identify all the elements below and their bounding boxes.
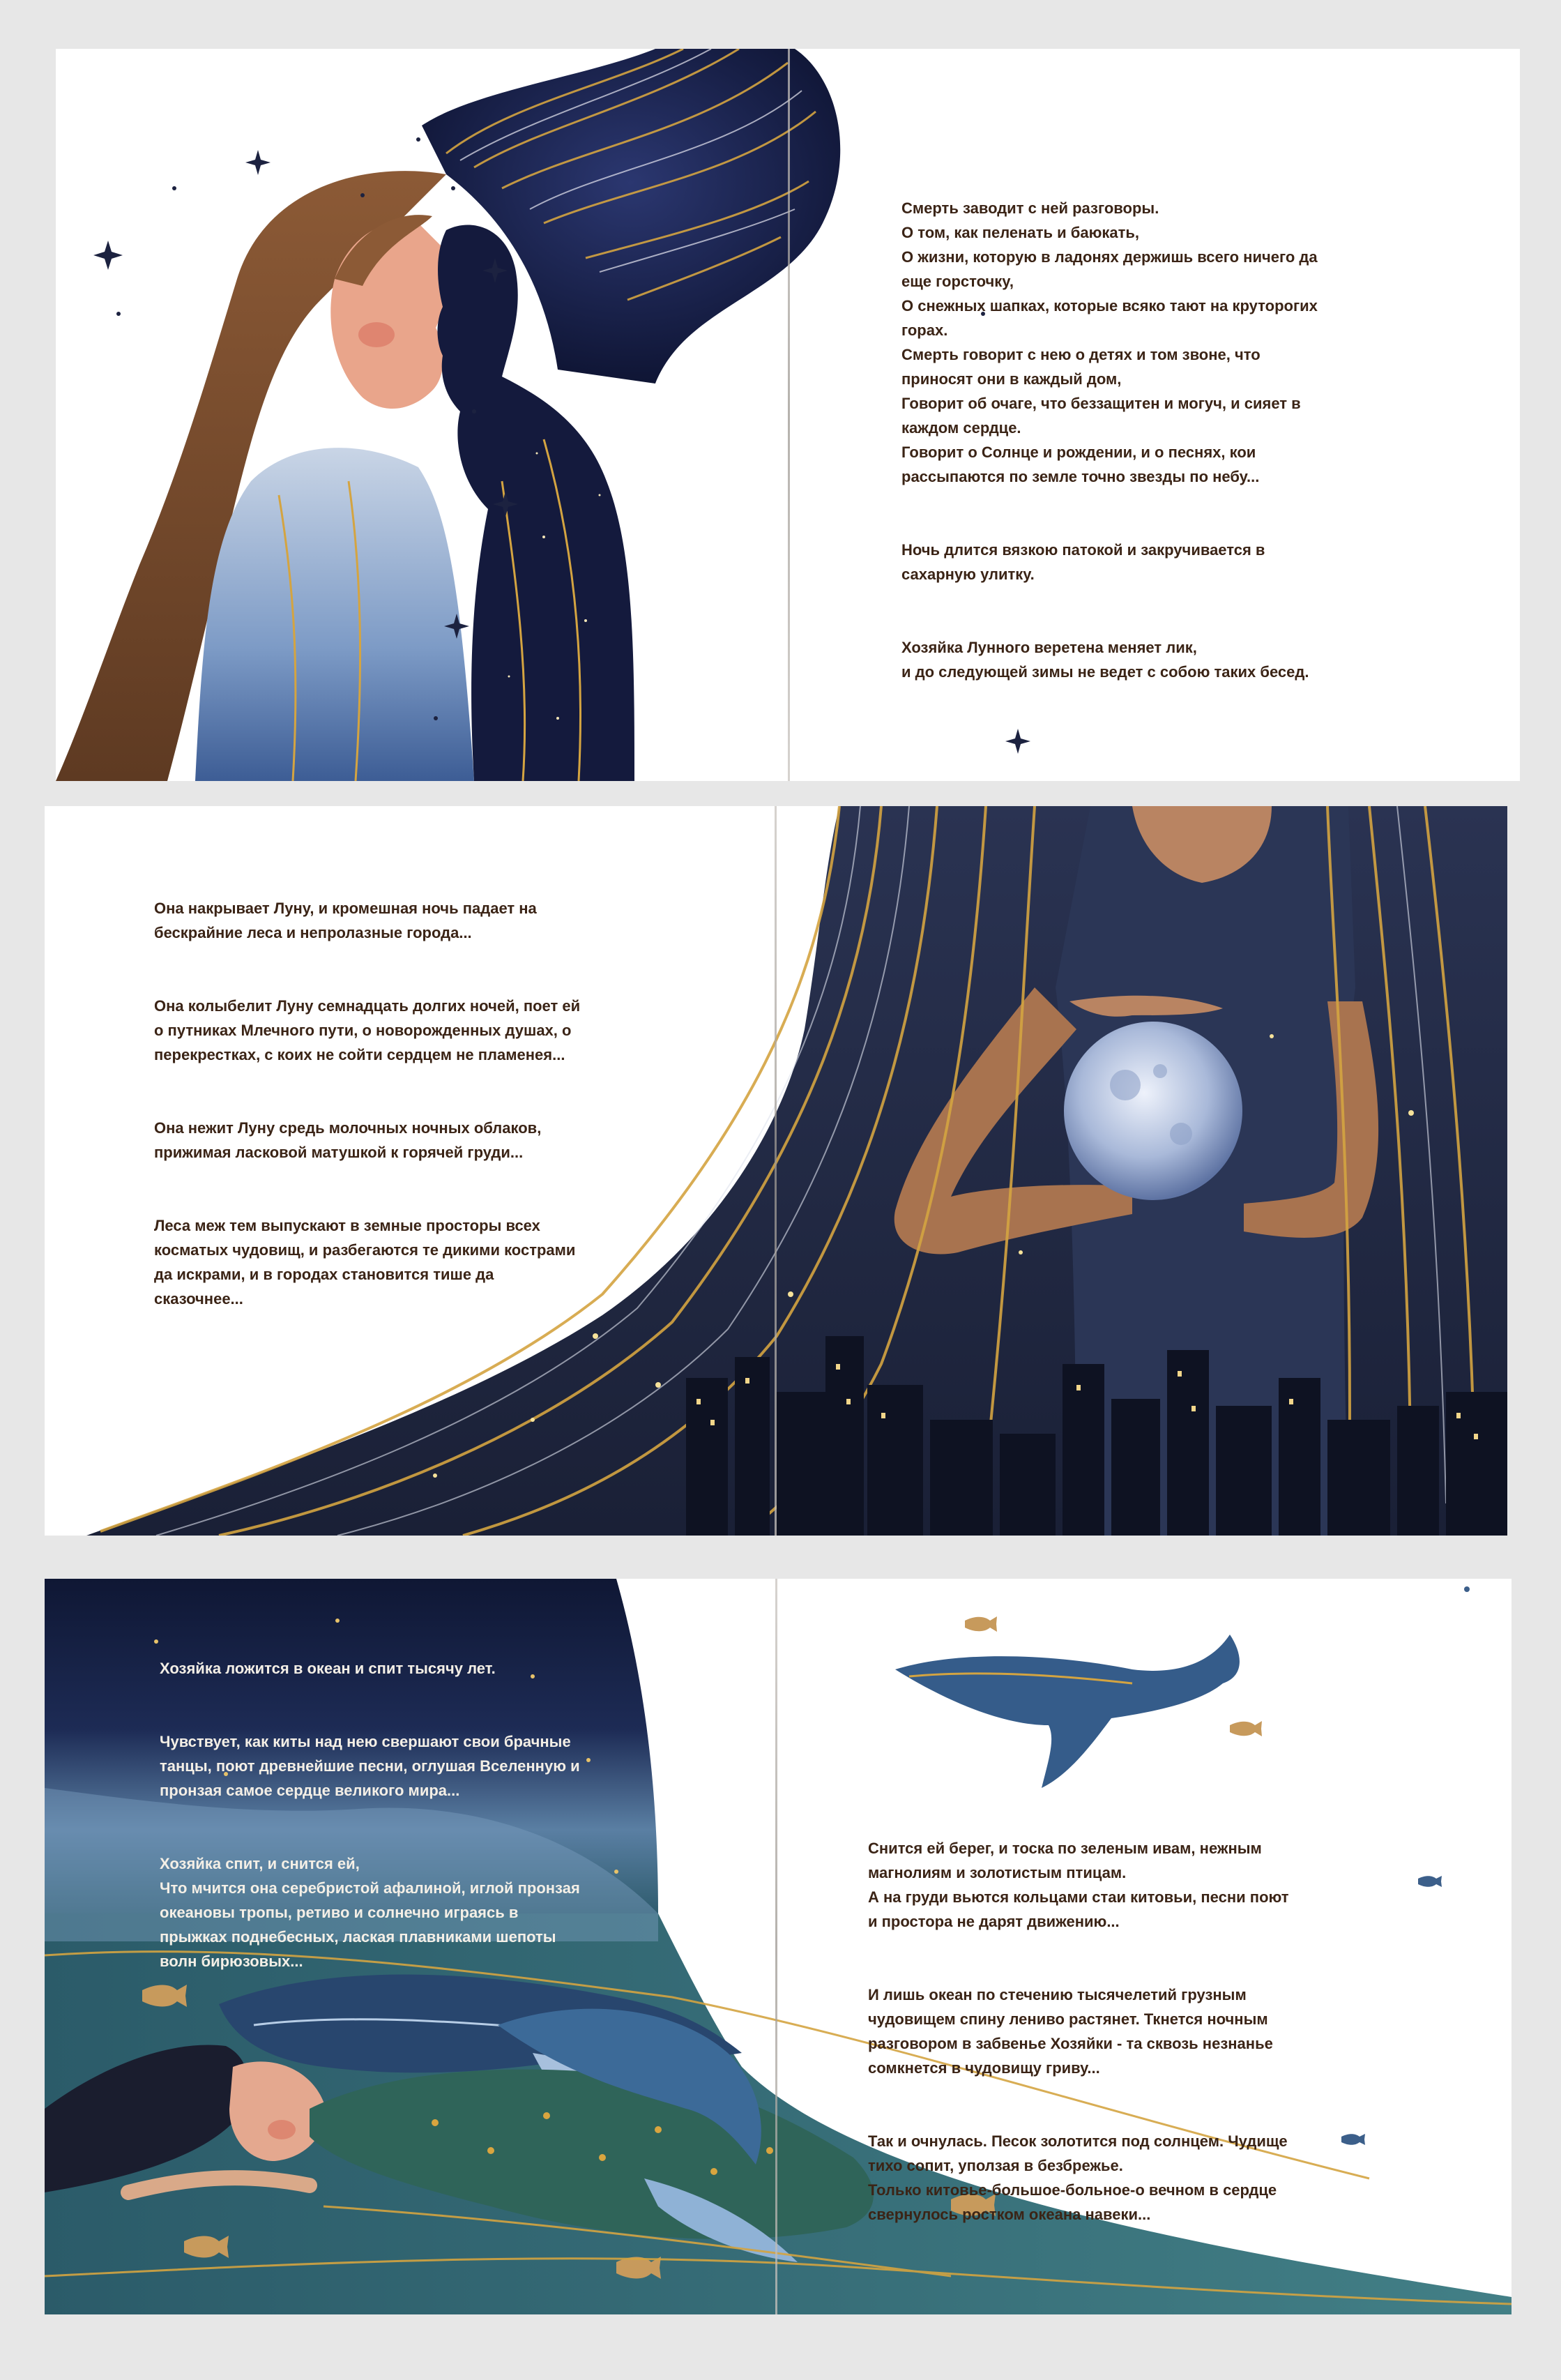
paragraph: Смерть заводит с ней разговоры. О том, как пеленать и баюкать, О жизни, которую в ладонях держишь всего ничего да еще горсточку, О снежных шапках, которые всяко тают на круторогих горах. Смерть говорит с нею о детях и том звоне, что приносят они в каждый дом, Говорит об очаге, что беззащитен и могуч, и сияет в каждом сердце. Говорит о Солнце и рождении, и о песнях, кои рассыпаются по земле точно звезды по небу... — [901, 199, 1318, 485]
paragraph: Чувствует, как киты над нею свершают свои брачные танцы, поют древнейшие песни, оглушая Вселенную и пронзая самое сердце великого мира... — [160, 1733, 580, 1799]
paragraph: Снится ей берег, и тоска по зеленым ивам, нежным магнолиям и золотистым птицам. А на груди вьются кольцами стаи китовьи, песни поют и простора не дарят движению... — [868, 1840, 1289, 1930]
page-fold — [775, 1579, 777, 2314]
paragraph: Она накрывает Луну, и кромешная ночь падает на бескрайние леса и непролазные города... — [154, 900, 537, 941]
text-block-ocean-left — [160, 1632, 731, 1998]
text-block-ocean-right — [868, 1812, 1454, 2251]
spread-death-conversation — [56, 49, 1520, 781]
woman-body — [195, 448, 474, 781]
paragraph: И лишь океан по стечению тысячелетий грузным чудовищем спину лениво растянет. Ткнется ночным разговором в забвенье Хозяйки - та сквозь незнанье сомкнется в чудовищу гриву... — [868, 1986, 1273, 2077]
page-fold — [775, 806, 777, 1536]
page-fold — [788, 49, 790, 781]
text-block-moon — [154, 872, 712, 1335]
paragraph: Хозяйка Лунного веретена меняет лик, и до следующей зимы не ведет с собою таких бесед. — [901, 639, 1309, 681]
text-block-death — [901, 172, 1487, 708]
spread-ocean — [45, 1579, 1511, 2314]
paragraph: Леса меж тем выпускают в земные просторы всех косматых чудовищ, и разбегаются те дикими кострами да искрами, и в городах становится тише да сказочнее... — [154, 1217, 576, 1308]
paragraph: Она колыбелит Луну семнадцать долгих ночей, поет ей о путниках Млечного пути, о новорожденных душах, о перекрестках, с коих не сойти сердцем не пламенея... — [154, 997, 581, 1063]
paragraph: Хозяйка ложится в океан и спит тысячу лет. — [160, 1660, 496, 1677]
paragraph: Ночь длится вязкою патокой и закручивается в сахарную улитку. — [901, 541, 1265, 583]
paragraph: Хозяйка спит, и снится ей, Что мчится она серебристой афалиной, иглой пронзая океановы тропы, ретиво и солнечно играясь в прыжках поднебесных, лаская плавниками шепоты волн бирюзовых... — [160, 1855, 580, 1970]
spread-moon — [45, 806, 1507, 1536]
moon — [1064, 1022, 1242, 1200]
paragraph: Так и очнулась. Песок золотится под солнцем. Чудище тихо сопит, уползая в безбрежье. Только китовье-большое-больное-о вечном в сердце свернулось ростком океана навеки... — [868, 2132, 1288, 2223]
paragraph: Она нежит Луну средь молочных ночных облаков, прижимая ласковой матушкой к горячей груди... — [154, 1119, 542, 1161]
whale-right — [895, 1635, 1240, 1788]
